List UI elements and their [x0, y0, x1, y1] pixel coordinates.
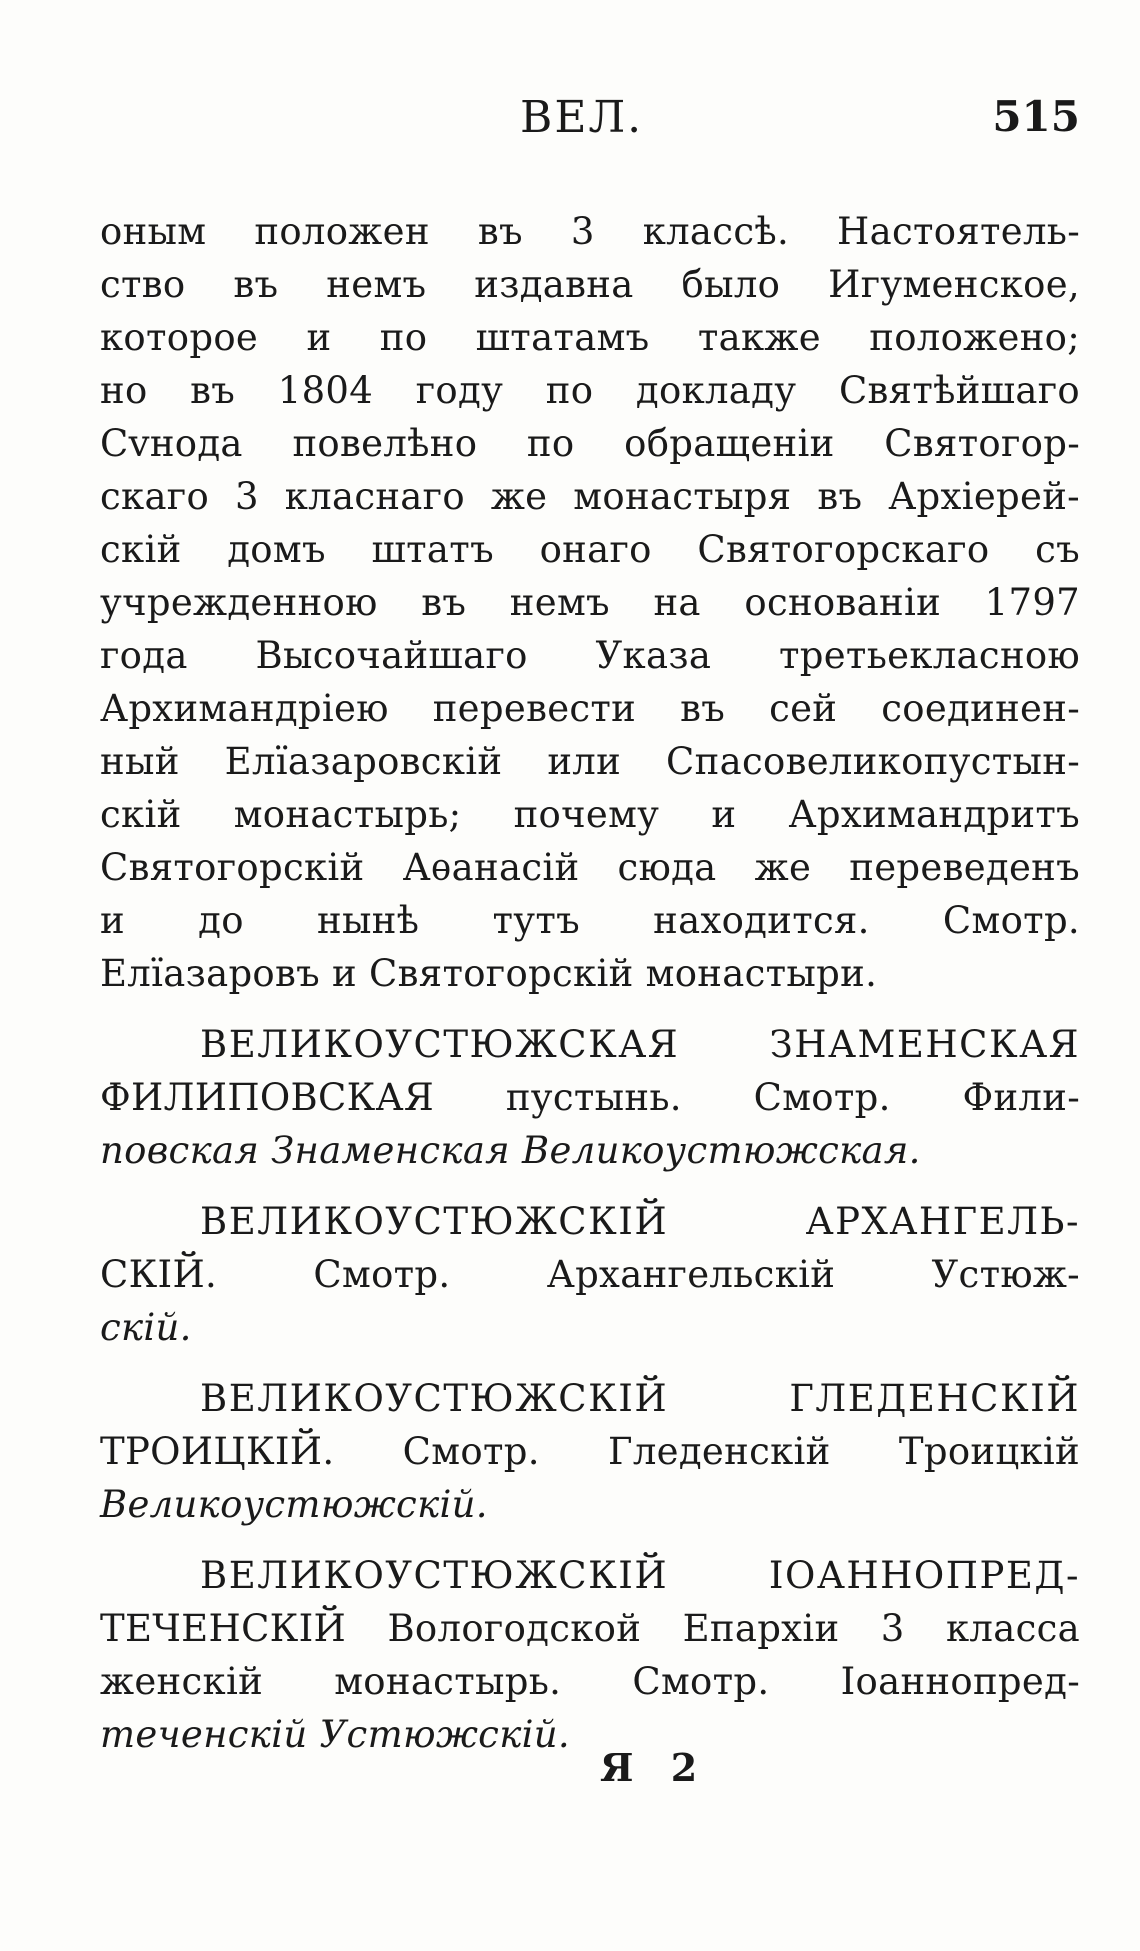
text-line: скій. — [100, 1306, 192, 1349]
text-line: женскій монастырь. Смотр. Іоаннопред- — [100, 1660, 1080, 1703]
text-line: и до нынѣ тутъ находится. Смотр. — [100, 899, 1080, 942]
text-line: скаго 3 класнаго же монастыря въ Архіерей- — [100, 475, 1080, 518]
text-line: учрежденною въ немъ на основаніи 1797 — [100, 581, 1080, 624]
text-line: ФИЛИПОВСКАЯ пустынь. Смотр. Фили- — [100, 1076, 1080, 1119]
entry-heading-line: ВЕЛИКОУСТЮЖСКІЙ АРХАНГЕЛЬ- — [200, 1200, 1080, 1243]
entry-znamenskaya — [100, 1018, 1080, 1177]
text-line: Елїазаровъ и Святогорскій монастыри. — [100, 952, 878, 995]
text-line: СКІЙ. Смотр. Архангельскій Устюж- — [100, 1253, 1080, 1296]
entry-ioannopredtechenskiy — [100, 1549, 1080, 1761]
text-line: ный Елїазаровскій или Спасовеликопустын- — [100, 740, 1080, 783]
text-line: Святогорскій Аѳанасій сюда же переведенъ — [100, 846, 1080, 889]
entry-heading-line: ВЕЛИКОУСТЮЖСКАЯ ЗНАМЕНСКАЯ — [200, 1023, 1080, 1066]
text-line: но въ 1804 году по докладу Святѣйшаго — [100, 369, 1080, 412]
text-line: повская Знаменская Великоустюжская. — [100, 1129, 921, 1172]
text-line: которое и по штатамъ также положено; — [100, 316, 1080, 359]
text-line: скій домъ штатъ онаго Святогорскаго съ — [100, 528, 1080, 571]
text-line: года Высочайшаго Указа третьекласною — [100, 634, 1080, 677]
entry-arkhangelskiy — [100, 1195, 1080, 1354]
entry-heading-line: ВЕЛИКОУСТЮЖСКІЙ ІОАННОПРЕД- — [200, 1554, 1080, 1597]
text-line: ТЕЧЕНСКІЙ Вологодской Епархіи 3 класса — [100, 1607, 1080, 1650]
paragraph-continuation — [100, 205, 1080, 1000]
text-line: Сvнода повелѣно по обращеніи Святогор- — [100, 422, 1080, 465]
text-line: оным положен въ 3 классѣ. Настоятель- — [100, 210, 1080, 253]
text-line: ТРОИЦКІЙ. Смотр. Гледенскій Троицкій — [100, 1430, 1080, 1473]
text-line: теченскій Устюжскій. — [100, 1713, 570, 1756]
text-line: скій монастырь; почему и Архимандритъ — [100, 793, 1080, 836]
running-head-title: ВЕЛ. — [520, 92, 644, 143]
entry-heading-line: ВЕЛИКОУСТЮЖСКІЙ ГЛЕДЕНСКІЙ — [200, 1377, 1080, 1420]
entry-gledenskiy — [100, 1372, 1080, 1531]
running-head — [100, 92, 1080, 152]
printer-signature-mark: Я 2 — [600, 1745, 710, 1790]
page-number: 515 — [992, 92, 1080, 141]
text-line: Великоустюжскій. — [100, 1483, 488, 1526]
body-text — [100, 205, 1080, 1761]
text-line: ство въ немъ издавна было Игуменское, — [100, 263, 1080, 306]
text-line: Архимандріею перевести въ сей соединен- — [100, 687, 1080, 730]
